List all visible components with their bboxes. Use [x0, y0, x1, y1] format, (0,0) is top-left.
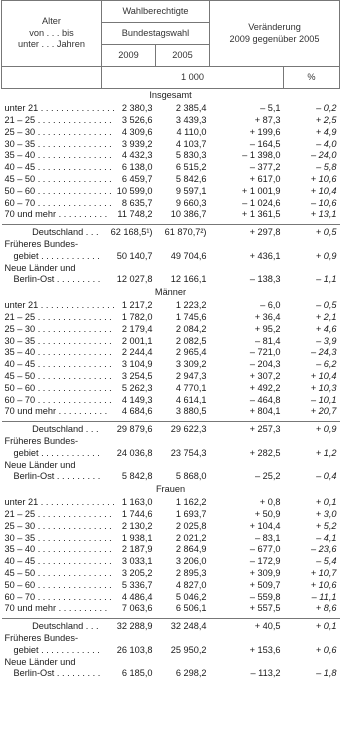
header-year-2009: 2009 [102, 45, 156, 67]
value-2005: 3 439,3 [175, 115, 207, 126]
header-change [210, 1, 340, 67]
table-row [2, 347, 340, 359]
value-2005: 5 842,6 [175, 174, 207, 185]
total-change-absolute: + 297,8 [210, 224, 284, 238]
change-absolute: – 1 024,6 [242, 197, 281, 208]
value-2005: 9 660,3 [175, 197, 207, 208]
value-2005: 3 309,2 [175, 359, 207, 370]
total-change-percent: + 1,2 [315, 447, 337, 458]
total-2005: 61 870,7²) [156, 224, 210, 238]
age-group-label: 45 – 50 . . . . . . . . . . . . . . . [4, 371, 112, 382]
change-percent: – 4,1 [316, 532, 337, 543]
change-percent: – 24,0 [310, 150, 337, 161]
table-row [2, 603, 340, 615]
age-group-label: 21 – 25 . . . . . . . . . . . . . . . [4, 115, 112, 126]
change-percent: – 5,8 [316, 162, 337, 173]
change-percent: + 10,6 [310, 174, 337, 185]
change-absolute: + 617,0 [249, 174, 281, 185]
total-change-percent: + 0,5 [284, 224, 340, 238]
total-row [2, 668, 340, 680]
table-body [2, 89, 340, 680]
empty-cell [156, 656, 210, 668]
total-2005: 12 166,1 [170, 274, 207, 285]
change-percent: + 4,9 [315, 126, 337, 137]
change-absolute: + 557,5 [249, 603, 281, 614]
value-2009: 4 486,4 [121, 591, 153, 602]
region-label: Früheres Bundes- [4, 632, 79, 643]
region-label: Neue Länder und [4, 262, 76, 273]
age-group-label: 40 – 45 . . . . . . . . . . . . . . . [4, 162, 112, 173]
total-row [2, 448, 340, 460]
value-2005: 2 947,3 [175, 371, 207, 382]
table-row [2, 312, 340, 324]
total-row-label-line [2, 262, 340, 274]
empty-cell [102, 239, 156, 251]
value-2009: 1 217,2 [121, 300, 153, 311]
change-absolute: – 164,5 [249, 138, 281, 149]
region-label-continued: Berlin-Ost . . . . . . . . . [13, 274, 101, 285]
total-row [2, 471, 340, 483]
value-2005: 4 103,7 [175, 138, 207, 149]
total-change-absolute: – 25,2 [254, 471, 281, 482]
value-2005: 2 385,4 [175, 103, 207, 114]
total-2009: 62 168,5¹) [102, 224, 156, 238]
value-2009: 6 138,0 [121, 162, 153, 173]
change-absolute: + 309,9 [249, 567, 281, 578]
table-row [2, 103, 340, 115]
age-group-label: 25 – 30 . . . . . . . . . . . . . . . [4, 126, 112, 137]
empty-cell [156, 459, 210, 471]
change-absolute: – 81,4 [254, 335, 281, 346]
table-row [2, 591, 340, 603]
table-row [2, 127, 340, 139]
value-2005: 2 864,9 [175, 544, 207, 555]
change-absolute: – 172,9 [249, 556, 281, 567]
table-row [2, 509, 340, 521]
age-group-label: 35 – 40 . . . . . . . . . . . . . . . [4, 544, 112, 555]
total-change-absolute: + 40,5 [210, 618, 284, 632]
total-2009: 50 140,7 [116, 250, 153, 261]
change-percent: – 3,9 [316, 335, 337, 346]
change-percent: + 20,7 [310, 406, 337, 417]
change-percent: + 2,5 [315, 115, 337, 126]
age-group-label: 50 – 60 . . . . . . . . . . . . . . . [4, 382, 112, 393]
change-percent: + 3,0 [315, 509, 337, 519]
region-label: Deutschland . . . [2, 421, 102, 435]
empty-cell [210, 436, 284, 448]
age-group-label: 70 und mehr . . . . . . . . . . [4, 603, 108, 614]
value-2005: 2 082,5 [175, 335, 207, 346]
change-absolute: + 509,7 [249, 579, 281, 590]
value-2005: 1 693,7 [175, 509, 207, 519]
value-2005: 2 021,2 [175, 532, 207, 543]
value-2005: 9 597,1 [175, 185, 207, 196]
value-2009: 4 149,3 [121, 394, 153, 405]
value-2009: 2 187,9 [121, 544, 153, 555]
value-2009: 4 684,6 [121, 406, 153, 417]
total-2005: 29 622,3 [156, 421, 210, 435]
section-title-row [2, 483, 340, 497]
value-2009: 6 459,7 [121, 174, 153, 185]
value-2009: 2 130,2 [121, 520, 153, 531]
table-row [2, 324, 340, 336]
change-percent: + 10,6 [310, 579, 337, 590]
empty-cell [156, 239, 210, 251]
total-2009: 32 288,9 [102, 618, 156, 632]
age-group-label: 25 – 30 . . . . . . . . . . . . . . . [4, 323, 112, 334]
value-2009: 2 179,4 [121, 323, 153, 334]
total-change-percent: – 0,4 [316, 471, 337, 482]
age-group-label: 70 und mehr . . . . . . . . . . [4, 406, 108, 417]
total-change-absolute: + 257,3 [210, 421, 284, 435]
total-change-absolute: + 153,6 [249, 644, 281, 655]
change-percent: + 5,2 [315, 520, 337, 531]
age-group-label: unter 21 . . . . . . . . . . . . . . . [4, 103, 115, 114]
total-2009: 29 879,6 [102, 421, 156, 435]
table-row [2, 406, 340, 418]
total-row-label-line [2, 239, 340, 251]
value-2009: 11 748,2 [117, 209, 153, 220]
section-title: Frauen [155, 484, 186, 495]
region-label: Neue Länder und [4, 459, 76, 470]
total-change-percent: – 1,8 [316, 668, 337, 679]
change-absolute: – 677,0 [249, 544, 281, 555]
total-2009: 24 036,8 [116, 447, 153, 458]
total-row [2, 644, 340, 656]
region-label: Früheres Bundes- [4, 239, 79, 250]
empty-cell [284, 459, 340, 471]
value-2005: 3 880,5 [175, 406, 207, 417]
age-group-label: 45 – 50 . . . . . . . . . . . . . . . [4, 174, 112, 185]
change-percent: – 0,5 [316, 300, 337, 311]
age-group-label: 30 – 35 . . . . . . . . . . . . . . . [4, 532, 112, 543]
table-row [2, 521, 340, 533]
change-absolute: + 1 001,9 [241, 185, 281, 196]
age-group-label: 21 – 25 . . . . . . . . . . . . . . . [4, 312, 112, 323]
table-row [2, 138, 340, 150]
value-2009: 4 432,3 [121, 150, 153, 161]
empty-cell [284, 656, 340, 668]
table-row [2, 209, 340, 221]
value-2009: 2 001,1 [121, 335, 153, 346]
value-2005: 3 206,0 [175, 556, 207, 567]
total-change-absolute: + 436,1 [249, 250, 281, 261]
change-percent: + 10,3 [310, 382, 337, 393]
table-row [2, 371, 340, 383]
total-change-percent: + 0,6 [315, 644, 337, 655]
region-label: Deutschland . . . [2, 618, 102, 632]
change-percent: – 0,2 [316, 103, 337, 114]
change-percent: + 4,6 [315, 323, 337, 334]
change-percent: – 6,2 [316, 359, 337, 370]
value-2009: 5 336,7 [121, 579, 153, 590]
change-absolute: – 83,1 [254, 532, 281, 543]
age-group-label: 21 – 25 . . . . . . . . . . . . . . . [4, 509, 112, 519]
region-label: Neue Länder und [4, 656, 76, 667]
change-absolute: + 36,4 [254, 312, 281, 323]
total-row-label-line [2, 436, 340, 448]
value-2005: 1 223,2 [175, 300, 207, 311]
empty-cell [210, 239, 284, 251]
change-absolute: + 95,2 [254, 323, 281, 334]
empty-cell [102, 633, 156, 645]
total-row [2, 274, 340, 286]
empty-cell [102, 262, 156, 274]
value-2009: 3 205,2 [121, 567, 153, 578]
stub-header-line-3: unter . . . Jahren [18, 39, 85, 50]
value-2005: 2 025,8 [175, 520, 207, 531]
empty-cell [284, 436, 340, 448]
total-2005: 25 950,2 [170, 644, 207, 655]
change-percent: – 10,1 [310, 394, 337, 405]
change-absolute: – 377,2 [249, 162, 281, 173]
change-absolute: + 50,9 [254, 509, 281, 519]
total-change-percent: – 1,1 [316, 274, 337, 285]
stub-header-line-1: Alter [42, 16, 61, 27]
age-group-label: 70 und mehr . . . . . . . . . . [4, 209, 108, 220]
table-row [2, 383, 340, 395]
change-percent: + 13,1 [310, 209, 337, 220]
age-group-label: unter 21 . . . . . . . . . . . . . . . [4, 300, 115, 311]
total-2005: 6 298,2 [175, 668, 207, 679]
change-absolute: + 87,3 [254, 115, 281, 126]
change-absolute: – 559,8 [249, 591, 281, 602]
table-row [2, 197, 340, 209]
change-percent: – 23,6 [310, 544, 337, 555]
stub-header-line-2: von . . . bis [29, 27, 74, 38]
total-2009: 6 185,0 [121, 668, 153, 679]
value-2009: 4 309,6 [121, 126, 153, 137]
table-row [2, 556, 340, 568]
value-2005: 5 830,3 [175, 150, 207, 161]
age-group-label: 50 – 60 . . . . . . . . . . . . . . . [4, 579, 112, 590]
table-row [2, 532, 340, 544]
value-2009: 2 244,4 [121, 347, 153, 358]
empty-cell [210, 459, 284, 471]
total-2005: 49 704,6 [170, 250, 207, 261]
value-2009: 8 635,7 [121, 197, 153, 208]
eligible-voters-table [1, 0, 340, 680]
table-row [2, 544, 340, 556]
table-row [2, 579, 340, 591]
value-2005: 4 770,1 [175, 382, 207, 393]
value-2009: 3 254,5 [121, 371, 153, 382]
unit-stub-blank [2, 67, 102, 89]
value-2005: 1 162,2 [175, 497, 207, 508]
value-2009: 7 063,6 [121, 603, 153, 614]
change-absolute: – 5,1 [260, 103, 281, 114]
total-row [2, 421, 340, 435]
empty-cell [210, 656, 284, 668]
value-2009: 3 104,9 [121, 359, 153, 370]
table-row [2, 497, 340, 509]
total-2005: 23 754,3 [170, 447, 207, 458]
change-percent: – 11,1 [311, 591, 337, 602]
total-change-percent: + 0,1 [284, 618, 340, 632]
age-group-label: 35 – 40 . . . . . . . . . . . . . . . [4, 347, 112, 358]
header-change-line-2: 2009 gegenüber 2005 [229, 33, 320, 44]
value-2005: 1 745,6 [175, 312, 207, 323]
value-2005: 2 965,4 [175, 347, 207, 358]
empty-cell [156, 633, 210, 645]
header-year-2005: 2005 [156, 45, 210, 67]
empty-cell [284, 633, 340, 645]
total-row-label-line [2, 459, 340, 471]
value-2009: 3 526,6 [121, 115, 153, 126]
total-change-absolute: – 113,2 [250, 668, 281, 679]
empty-cell [102, 656, 156, 668]
table-row [2, 162, 340, 174]
section-title-row [2, 286, 340, 300]
value-2005: 2 084,2 [175, 323, 207, 334]
change-percent: + 10,4 [310, 185, 337, 196]
total-row-label-line [2, 656, 340, 668]
table-row [2, 568, 340, 580]
empty-cell [210, 262, 284, 274]
value-2009: 10 599,0 [116, 185, 153, 196]
total-2005: 5 868,0 [175, 471, 207, 482]
value-2009: 1 938,1 [121, 532, 153, 543]
empty-cell [102, 459, 156, 471]
change-percent: + 0,1 [315, 497, 337, 508]
section-title-row [2, 89, 340, 104]
age-group-label: 30 – 35 . . . . . . . . . . . . . . . [4, 138, 112, 149]
age-group-label: 45 – 50 . . . . . . . . . . . . . . . [4, 567, 112, 578]
total-change-percent: + 0,9 [315, 250, 337, 261]
empty-cell [156, 436, 210, 448]
table-row [2, 174, 340, 186]
change-absolute: + 307,2 [249, 371, 281, 382]
value-2005: 4 110,0 [176, 126, 207, 137]
age-group-label: 40 – 45 . . . . . . . . . . . . . . . [4, 556, 112, 567]
total-2009: 26 103,8 [116, 644, 153, 655]
change-absolute: – 721,0 [249, 347, 281, 358]
value-2005: 4 827,0 [175, 579, 207, 590]
age-group-label: 35 – 40 . . . . . . . . . . . . . . . [4, 150, 112, 161]
region-label-continued: gebiet . . . . . . . . . . . . [13, 644, 100, 655]
total-row-label-line [2, 633, 340, 645]
change-percent: + 8,6 [315, 603, 337, 614]
empty-cell [210, 633, 284, 645]
table-row [2, 186, 340, 198]
region-label-continued: gebiet . . . . . . . . . . . . [13, 250, 100, 261]
value-2009: 5 262,3 [121, 382, 153, 393]
change-absolute: + 199,6 [249, 126, 281, 137]
change-percent: – 24,3 [310, 347, 337, 358]
header-change-line-1: Veränderung [248, 22, 301, 32]
empty-cell [284, 262, 340, 274]
change-absolute: + 804,1 [249, 406, 281, 417]
value-2005: 10 386,7 [170, 209, 207, 220]
age-group-label: 25 – 30 . . . . . . . . . . . . . . . [4, 520, 112, 531]
table-row [2, 150, 340, 162]
total-2009: 12 027,8 [116, 274, 153, 285]
change-percent: + 10,4 [310, 371, 337, 382]
unit-percent: % [284, 67, 340, 89]
total-row [2, 224, 340, 238]
value-2005: 2 895,3 [175, 567, 207, 578]
age-group-label: 60 – 70 . . . . . . . . . . . . . . . [4, 591, 112, 602]
empty-cell [284, 239, 340, 251]
header-bundestagswahl: Bundestagswahl [102, 23, 210, 45]
total-change-absolute: – 138,3 [249, 274, 281, 285]
region-label: Deutschland . . . [2, 224, 102, 238]
empty-cell [156, 262, 210, 274]
value-2005: 6 506,1 [175, 603, 207, 614]
change-percent: – 4,0 [316, 138, 337, 149]
change-absolute: + 492,2 [249, 382, 281, 393]
change-absolute: – 464,8 [249, 394, 281, 405]
empty-cell [102, 436, 156, 448]
table-row [2, 359, 340, 371]
value-2009: 2 380,3 [121, 103, 153, 114]
change-absolute: + 104,4 [249, 520, 281, 531]
value-2009: 1 744,6 [121, 509, 153, 519]
change-absolute: + 1 361,5 [241, 209, 281, 220]
stub-header [2, 1, 102, 67]
value-2005: 5 046,2 [175, 591, 207, 602]
table-row [2, 115, 340, 127]
total-2009: 5 842,8 [121, 471, 153, 482]
region-label-continued: Berlin-Ost . . . . . . . . . [13, 471, 101, 482]
total-2005: 32 248,4 [156, 618, 210, 632]
region-label-continued: Berlin-Ost . . . . . . . . . [13, 668, 101, 679]
value-2005: 4 614,1 [175, 394, 207, 405]
section-title: Männer [154, 287, 187, 298]
age-group-label: 50 – 60 . . . . . . . . . . . . . . . [4, 185, 112, 196]
age-group-label: 40 – 45 . . . . . . . . . . . . . . . [4, 359, 112, 370]
age-group-label: 60 – 70 . . . . . . . . . . . . . . . [4, 197, 112, 208]
total-row [2, 251, 340, 263]
change-percent: – 5,4 [316, 556, 337, 567]
change-percent: + 2,1 [315, 312, 337, 323]
change-absolute: – 6,0 [260, 300, 281, 311]
age-group-label: 60 – 70 . . . . . . . . . . . . . . . [4, 394, 112, 405]
table-row [2, 335, 340, 347]
value-2009: 3 033,1 [121, 556, 153, 567]
section-title: Insgesamt [149, 90, 192, 101]
total-row [2, 618, 340, 632]
total-change-absolute: + 282,5 [249, 447, 281, 458]
change-absolute: – 1 398,0 [242, 150, 281, 161]
table-row [2, 394, 340, 406]
change-percent: + 10,7 [310, 567, 337, 578]
value-2009: 1 163,0 [121, 497, 153, 508]
age-group-label: unter 21 . . . . . . . . . . . . . . . [4, 497, 115, 508]
change-percent: – 10,6 [310, 197, 337, 208]
value-2009: 1 782,0 [121, 312, 153, 323]
change-absolute: + 0,8 [259, 497, 281, 508]
header-wahlberechtigte: Wahlberechtigte [102, 1, 210, 23]
unit-thousand: 1 000 [102, 67, 284, 89]
change-absolute: – 204,3 [249, 359, 281, 370]
value-2009: 3 939,2 [121, 138, 153, 149]
value-2005: 6 515,2 [175, 162, 207, 173]
age-group-label: 30 – 35 . . . . . . . . . . . . . . . [4, 335, 112, 346]
region-label-continued: gebiet . . . . . . . . . . . . [13, 447, 100, 458]
table-row [2, 300, 340, 312]
region-label: Früheres Bundes- [4, 436, 79, 447]
total-change-percent: + 0,9 [284, 421, 340, 435]
